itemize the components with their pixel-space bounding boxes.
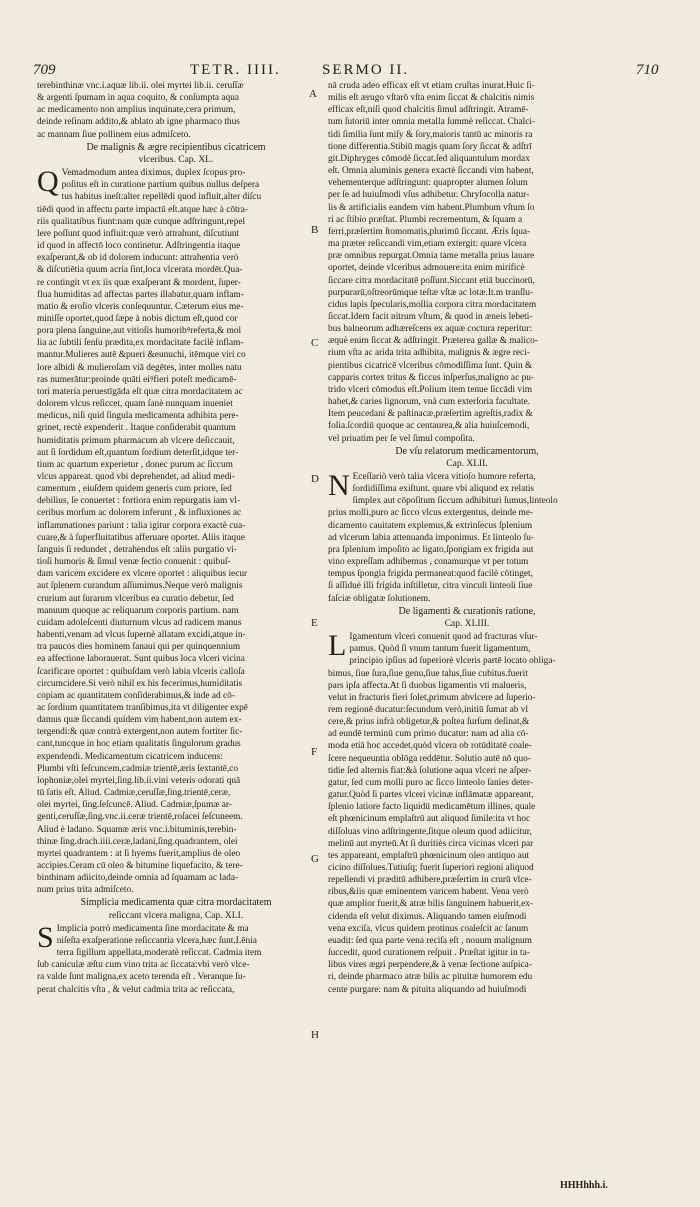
text-line: trido vlceri cōmodus eſt.Polium item tenue ſiccādi vim [328, 384, 532, 395]
chapter-body [328, 471, 606, 605]
text-line: cant,tuncque in hoc etiam qualitatis ſingulorum gradus [37, 739, 241, 750]
text-line: thinæ ſing.drach.iiii.ceræ,ladani,ſing.quadrantem, olei [37, 836, 238, 847]
text-line: ra valde ſunt maligna,ex aceto terenda eſt . Veranque ſu- [37, 972, 246, 983]
text-line: melinū aut myrteū.At ſi duritiès circa vicinas vlceri par [328, 838, 534, 849]
text-line: tidi ſimilia ſunt miſy & ſory,maioris tantū ac minoris ra [328, 129, 533, 140]
text-line: ac ſordium quantitatem tranſibimus,ita vt diligenter expē [37, 702, 248, 713]
text-line: tione differentia.Stibiū magis quam ſory ſiccat & adſtrī [328, 141, 532, 152]
text-line: lia ac ſubtili ſenſu prædita,ex mordacitate facilè inflam- [37, 338, 244, 349]
text-line: capparis cortex tritus & ficcus inſperſus,maligno ac pu- [328, 372, 535, 383]
text-line: aut ſplenem curandum aſſumimus.Neque verò malignis [37, 581, 243, 592]
text-line: tergendi:& quæ contrà extergent,non autem fortiter ſic- [37, 727, 243, 738]
text-line: pamus. Quòd ſi vnum tantum fuerit ligamentum, [349, 644, 531, 655]
text-line: Plumbi vſti ſeſcuncem,cadmiæ trientē,æris ſextantē,co [37, 763, 239, 774]
text-line: eſt. Omnia aluminis genera exactè ſiccandi vim habent, [328, 166, 534, 177]
page-number-left: 709 [33, 62, 56, 78]
text-line: niſeſta exaſperatione reſiccantia vlcera,hæc ſunt.Lēnia [56, 935, 257, 946]
text-line: Eceſſariò verò talia vlcera vitioſo humore referta, [352, 472, 536, 482]
text-line: tori materia peruestīgāda eſt quæ citra mordacitatem ac [37, 386, 243, 397]
text-line: velut in fracturis fieri ſolet,primum abvlcere ad ſuperio- [328, 692, 536, 703]
text-line: ras numerātur:proinde quāti eiꝰfieri poteſt medicamē- [37, 374, 237, 385]
text-line: dicamento cauitatem explemus,& extrinſecus ſplenium [328, 520, 533, 531]
text-line: ſiccat.Idem facit nitrum vſtum, & quod in æneis lebeti- [328, 311, 533, 322]
text-line: prius molli,puro ac ſicco vlcus extergentus, deinde me- [328, 508, 534, 519]
text-line: debilius, ſe conuertet : fortiora enim repurgatis iam vl- [37, 496, 240, 507]
right-intro [328, 80, 606, 445]
text-line: vehementerque adſtringunt: quapropter alumen ſolum [328, 178, 528, 189]
text-line: dolorem vlcus reſiccet, quam ſanè nunquam inueniet [37, 399, 233, 410]
text-line: tium ac quartum experietur , donec purum ac ſiccum [37, 459, 233, 470]
text-line: rem regionē ducatur:ſecundum verò,initiū ſumat ab vl [328, 704, 529, 715]
text-line: præ omnibus repurgat.Omnia tame metalla prius lauare [328, 251, 535, 262]
text-line: circumcidere.Si verò nihil ex his fecerimus,humiditatis [37, 678, 243, 689]
text-line: miniſſe oportet,quod ſæpe à nobis dictum eſt,quod cor [37, 313, 238, 324]
text-line: per ſe ad huiuſmodi vſus adhibetur. Chryſocolla natur- [328, 190, 530, 201]
text-line: Igamentum vlceri conuenit quod ad fracturas vſur- [349, 632, 538, 643]
text-line: crurium aut ſurarum vlceribus ea curatio debetur, ſed [37, 593, 234, 604]
text-line: olei myrtei, ſing.ſeſcuncē. Aliud. Cadmiæ,ſpumæ ar- [37, 800, 232, 811]
text-line: flua humiditas ad affectas partes illabatur,quam inflam- [37, 289, 244, 300]
text-line: manuum quoque ac reliquarum corporis partium. nam [37, 605, 239, 616]
text-line: re contingit vt ex iis quæ exaſperant & mordent, ſuper- [37, 277, 241, 288]
text-line: cuidam adoleſcenti diuturnum vlcus ad radicem manus [37, 617, 242, 628]
chapter-label: Cap. XLIII. [444, 618, 490, 629]
text-line: ac medicamento non amplius inquinate,cera primum, [37, 105, 236, 116]
margin-letter-a: A [309, 88, 317, 100]
text-line: vel priuatim per ſe vel ſimul compoſita. [328, 433, 475, 444]
text-line: tes appareant, emplaſtrū phœnicinum oleo antiquo aut [328, 850, 530, 861]
margin-letter-d: D [311, 473, 319, 485]
text-line: ſanguis ſi redundet , detrahendus eſt :aliis purgatio vi- [37, 544, 237, 555]
text-line: tus habitus ineſt:alter repellēdi quod influit,alter diſcu [61, 192, 262, 203]
text-line: ſplenio latiore facto liquidū medicamētum illines, quale [328, 802, 536, 813]
text-line: accipies.Ceram cū oleo & bitumine liquefacito, & tere- [37, 861, 243, 871]
text-line: copiam ac quantitatem conſiderabimus,& inde ad cō- [37, 690, 235, 701]
chapter-label: Cap. XLII. [446, 458, 488, 469]
text-line: bus balneorum adhæreſcens ex aquæ coctura reperitur: [328, 324, 532, 335]
text-line: medicus, niſi quid ſingula medicamenta adhibita pere- [37, 411, 239, 422]
text-line: pora plena ſanguine,aut vitioſis humoribꝰreferta,& mol [37, 326, 242, 337]
text-line: Item peucedani & paſtinacæ,præſertim agreſtis,radix & [328, 409, 533, 420]
text-line: matio & eroſio vlceris conſequuntur. Cæterum eius me- [37, 301, 244, 312]
text-line: deinde reſinam addito,& ablato ab igne pharmaco thus [37, 117, 240, 128]
text-line: Implicia porrò medicamenta ſine mordacitate & ma [56, 923, 249, 934]
text-line: ceribus morſum ac dolorem inferunt , & influxiones ac [37, 508, 242, 519]
text-line: libus vires ægri perpendere,& à venæ ſectione auſpica- [328, 960, 532, 971]
text-line: oportet, deinde vlceribus admouere:ita enim mirificè [328, 263, 525, 274]
drop-cap: Q [37, 165, 59, 199]
chapter-label: vlceribus. Cap. XL. [138, 154, 214, 165]
text-line: camentum , eiuſdem quidem generis cum priore, ſed [37, 484, 232, 495]
margin-letter-b: B [311, 224, 319, 236]
text-line: tra paucos dies hominem ſanaui qui per quinquennium [37, 642, 241, 653]
text-line: æquè enim ſiccat & adſtringit. Præterea gallæ & malico- [328, 336, 538, 347]
text-line: ſuccedit, quod curationem reſpuit . Præſtat igitur in ta- [328, 948, 530, 959]
text-line: humiditatis primum pharmacum ab vlcere deſiccauit, [37, 435, 235, 446]
text-line: pars ipſa affecta.At ſi duobus ligamentis vti malueris, [328, 680, 527, 691]
text-line: diſſoluas vino adſtringente,ſitque oleum quod adiicitur, [328, 826, 532, 837]
text-line: ſub caniculæ æſtu cum vino trita ac ſiccata:vbi verò vlce- [37, 960, 250, 971]
text-line: ad eundē terminū cum primo ducatur: nam ad alia cō- [328, 729, 529, 740]
text-line: ſcere nequeuntia oblōga reddētur. Solutio autē nō quo- [328, 753, 531, 764]
chapter-body [328, 631, 606, 996]
text-line: cidenda eſt velut diximus. Aliquando tamen eiuſmodi [328, 911, 527, 922]
right-column [328, 80, 606, 996]
text-line: genti,ceruſſæ,ſing.vnc.ii.ceræ trientē,roſacei ſeſcuneem. [37, 812, 243, 823]
margin-letter-c: C [311, 337, 319, 349]
text-line: vena exciſa, vlcus quidem protinus coaleſcit ac ſanum [328, 923, 529, 934]
text-line: damus quæ ſiccandi quidem vim habent,non autem ex- [37, 715, 242, 726]
text-line: rium vſta ac arida trita adhibita, malignis & ægre reci- [328, 348, 530, 359]
header-title-left: TETR. IIII. [190, 62, 281, 78]
drop-cap: L [328, 629, 347, 663]
text-line: ri, deinde pharmaco atræ bilis ac pituitæ humorem edu [328, 972, 533, 983]
text-line: cere,& prius infrà obligetur,& poſtea ſurſum deſinat,& [328, 717, 530, 728]
signature-mark: HHHhhh.i. [560, 1180, 608, 1191]
text-line: ri ac ſtibio præſtat. Plumbi recrementum, & ſquam a [328, 214, 523, 225]
text-line: tidie ſed alternis fiat:&à ſolutione aqua vlceri ne aſper- [328, 765, 532, 776]
text-line: myrtei quadrantem : at ſi hyems fuerit,amplius de oleo [37, 848, 241, 859]
text-line: ſi aſſiduè illi frigida inſtilletur, citra vinculi linteoli ſiue [328, 581, 533, 592]
text-line: ad vlcerum labia attenuanda imponimus. Et linteolo ſu- [328, 532, 535, 543]
text-line: perat chalcitis vſta , & velut cadmia trita ac reſiccata, [37, 984, 235, 995]
text-line: cicino diſſolues.Tutiuſq; fuerit ſuperiori regioni aliquod [328, 863, 534, 873]
text-line: num prius trita admiſceto. [37, 885, 134, 896]
text-line: tempus ſpongia frigida permaneat:quod facilè cōtinget, [328, 569, 533, 580]
text-line: habenti,venam ad vlcus ſupernè allatam excidi,atque in- [37, 630, 246, 641]
drop-cap: S [37, 920, 54, 954]
text-line: cidus lapis ſpecularis,mollia corpora citra mordacitatem [328, 299, 537, 310]
margin-letter-e: E [311, 617, 318, 629]
text-line: pientibus cicatricē vlceribus cōmodiſſima ſunt. Quin & [328, 360, 533, 371]
margin-letter-h: H [311, 1029, 319, 1041]
text-line: habet,& caries lignorum, vnà cum exterſoria facultate. [328, 397, 531, 408]
text-line: vlcus appareat. quod vbi deprehendet, ad aliud medi- [37, 472, 235, 482]
running-header [0, 62, 700, 82]
text-line: ac mannam ſiue pollinem eius admiſceto. [37, 129, 191, 140]
left-column [37, 80, 318, 996]
text-line: riis qualitatibus fiunt:nam quæ cunque adſtringunt,repel [37, 216, 246, 227]
text-line: grinet, rectè expenderit . Itaque conſiderabit quantum [37, 423, 236, 434]
text-line: ſimplex aut cōpoſitum ſiccum adhibituri ſumus,linteolo [352, 496, 558, 507]
text-line: exaſperant,& ob id dolorem inducunt: attrahentia verò [37, 253, 239, 264]
text-line: git.Diphryges cōmodè ſiccat.ſed aliquantulum mordax [328, 153, 530, 164]
text-line: aut ſi ſordidum eſt,quantum ſordium deterſit,idque ter- [37, 447, 239, 458]
text-line: tioſi humoris & ſimul venæ ſectio conuenit : quibuſ- [37, 557, 231, 568]
text-line: quæ amplior fuerit,& atræ bilis ſanguinem habuerit,ex- [328, 899, 533, 910]
text-line: lore albidi & mulieroſam viā degētes, inter molles natu [37, 362, 242, 373]
text-line: expendendi. Medicamentum cicatricem inducens: [37, 751, 223, 762]
text-line: binthinam adiicito,deinde omnia ad ſquamam ac lada- [37, 873, 239, 884]
section-heading: De vſu relatorum medicamentorum, [395, 445, 539, 457]
text-line: poſitus eſt in curatione partium quibus nullus deſpera [61, 180, 260, 191]
text-line: efficax eſt,niſi quod chalcitis ſimul adſtringit. Atramē- [328, 105, 529, 116]
chapter-body [37, 165, 318, 896]
text-line: eſt phœnicinum emplaſtrū aut aliquod ſimile:ita vt hoc [328, 814, 531, 825]
page-number-right: 710 [636, 62, 659, 78]
text-line: ribus,&iis quæ eminentem varicem habent. Vena verò [328, 887, 529, 898]
text-line: mantur.Mulieres autē &pueri &eunuchi, itēmque viri co [37, 350, 246, 361]
chapter-body [37, 920, 315, 996]
margin-letter-g: G [311, 853, 319, 865]
text-line: lis & artificialis eandem vim habent.Plumbum vſtum ſo [328, 202, 535, 213]
text-line: pra ſplenium impoſito ac ligato,ſpongiam ex frigida aut [328, 544, 534, 555]
text-line: cuare,& à ſuperfluitatibus afferuare oportet. Aliis itaque [37, 532, 245, 543]
left-intro [37, 80, 315, 141]
section-heading: Simplicia medicamenta quæ citra mordacitatem [80, 897, 272, 909]
text-line: faſciæ obligatæ ſolutionem. [328, 593, 431, 604]
text-line: cente purgare: nam & pituita aliquando ad huiuſmodi [328, 984, 527, 995]
text-line: tum ſutoriū inter omnia metalla ſummè reſiccat. Chalci- [328, 117, 536, 128]
text-line: gatur.Quòd ſi partes vlceri vicinæ inflāmatæ appareant, [328, 790, 534, 801]
text-line: milis eſt ærugo vſtarō vſta enim ſiccat & chalcitis nimis [328, 93, 535, 104]
text-line: gatur, ſed cum molli puro ac ſicco linteolo ſanies deter- [328, 777, 533, 788]
header-title-right: SERMO II. [322, 62, 410, 78]
text-line: euadit: ſed qua parte vena reciſa eſt , nouum malignum [328, 935, 532, 946]
text-line: folia.ſcordiū quoque ac centaurea,& alia huiuſcemodi, [328, 421, 530, 432]
text-line: ſordidiſſima exiſtunt. quare vbi aliquod ex relatis [352, 484, 535, 495]
text-line: ſiccare citra mordacitatē poſſunt.Siccant etiā buccinorū, [328, 275, 535, 286]
text-line: ma præter reſiccandi vim,etiam extergit: quare vlcera [328, 239, 527, 250]
text-line: ea affectione laborauerat. Sunt quibus loca vlceri vicina [37, 654, 245, 665]
chapter-label: reſiccant vlcera maligna, Cap. XLI. [108, 910, 244, 921]
text-line: inflammationes pariunt : talia igitur corpora exactè cua- [37, 520, 246, 531]
text-line: bimus, ſiue ſura,ſiue genu,ſiue talus,ſiue cubitus.fuerit [328, 668, 528, 679]
text-line: tū ſatis eſt. Aliud. Cadmiæ,ceruſſæ,ſing.trientē,ceræ, [37, 788, 231, 799]
text-line: & argenti ſpumam in aqua coquito, & conſumpta aqua [37, 93, 239, 104]
text-line: Aliud è ladano. Squamæ æris vnc.i.bituminis,terebin- [37, 824, 237, 835]
text-line: lophoniæ,olei myrtei,ſing.lib.ii.vini veteris odorati quā [37, 775, 241, 786]
text-line: ſcarificare oportet : quibuſdam verò labia vlceris calloſa [37, 666, 245, 677]
section-heading: De malignis & ægre recipientibus cicatricem [86, 141, 266, 153]
text-line: nā cruda adeo efficax eſt vt etiam cruſtas inurat.Huic ſi- [328, 81, 535, 91]
text-line: terra ſigillum appellata,moderatè reſiccat. Cadmia item [56, 948, 262, 959]
text-line: terebinthinæ vnc.i.aquæ lib.ii. olei myrtei lib.ii. ceruſſæ [37, 81, 244, 91]
text-line: ferri,præſertim ſtomomatis,plurimū ſiccant. Æris ſqua- [328, 226, 531, 237]
text-line: vino expreſſam adhibemus , conamurque vt per totum [328, 557, 529, 568]
section-heading: De ligamenti & curationis ratione, [398, 605, 536, 617]
margin-letter-f: F [311, 746, 318, 758]
drop-cap: N [328, 469, 350, 502]
text-line: & diſcutiētia quum acria ſint,loca vlcerata mordēt.Qua- [37, 265, 243, 276]
text-line: id quod in affectō loco continetur. Adſtringentia itaque [37, 241, 241, 252]
text-line: lere poſſunt quod influit:quæ verò attrahunt, diſcutiunt [37, 228, 240, 239]
text-line: dam varicem excidere ex vlcere oportet : aliquibus iecur [37, 569, 248, 580]
text-line: purpurarū,oſtreorūmque teſtæ vſtæ ac lotæ.It.m tranſlu- [328, 287, 533, 298]
text-line: principio ipſius ad ſuperiorè vlceris partē locato obliga- [349, 656, 556, 667]
text-line: tiēdi quod in affectu parte impactū eſt.atque hæc à cōtra- [37, 204, 249, 215]
text-line: Vemadmodum antea diximus, duplex ſcopus pro- [61, 168, 246, 179]
text-line: repellendi vi præditū adhibere,præſertim in crurū vlce- [328, 875, 532, 886]
text-line: moda etiā hoc accedet,quòd vlcera ob rotūditatē coale- [328, 741, 532, 752]
